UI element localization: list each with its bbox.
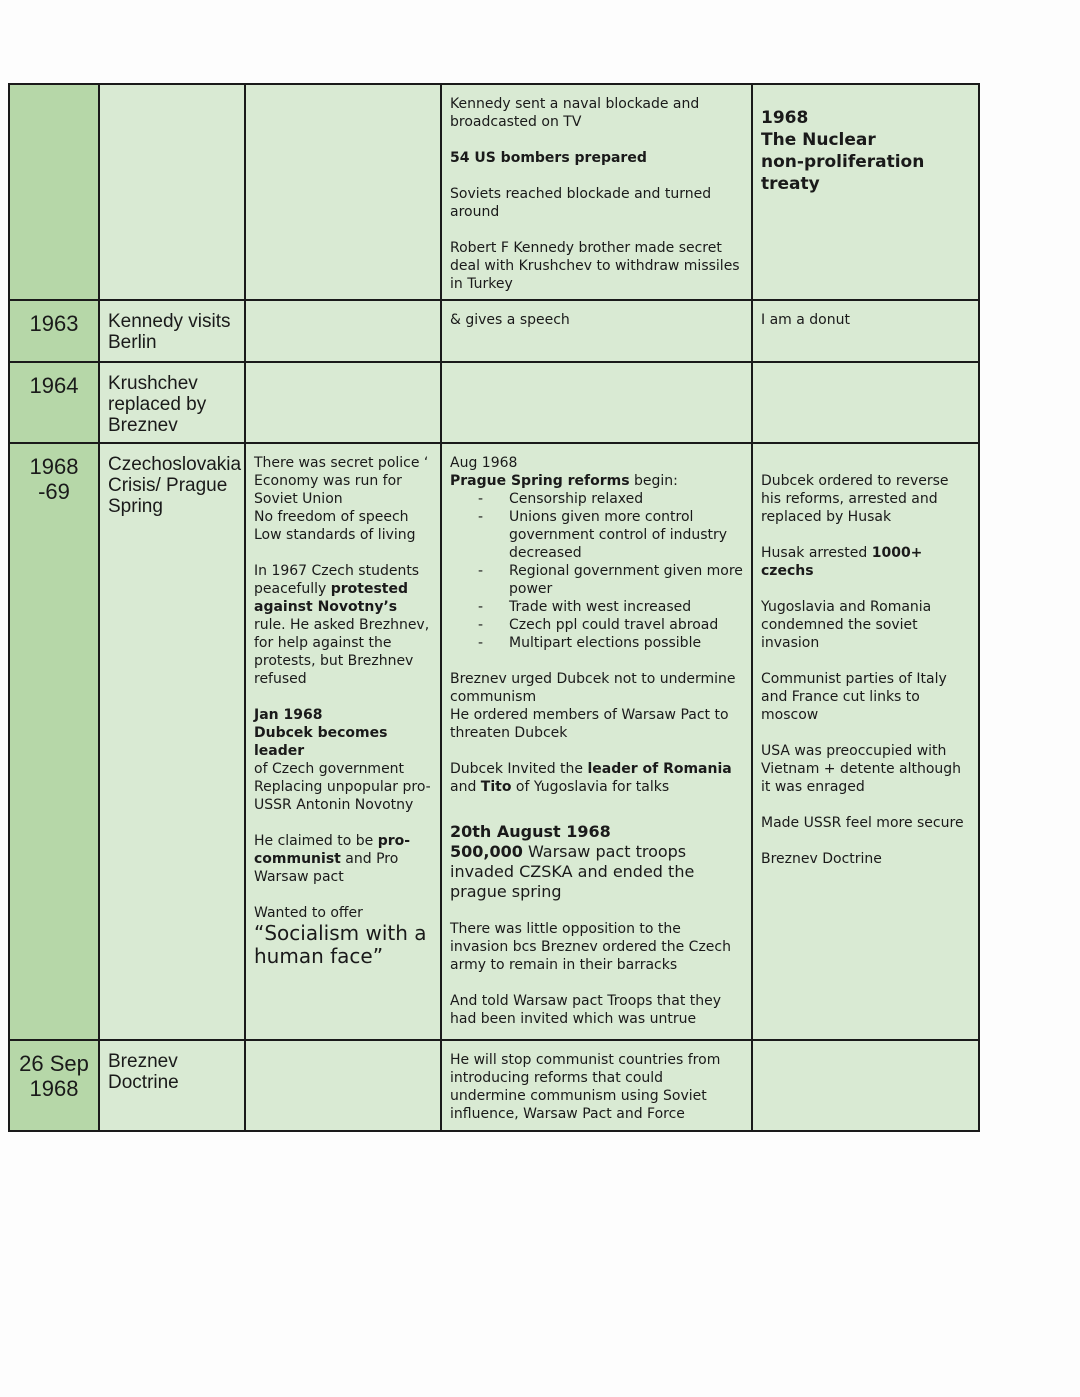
consequences-cell	[752, 84, 979, 300]
note-usa-preoccupied: USA was preoccupied with Vietnam + detente although it was enraged	[761, 743, 962, 795]
table-row-1964	[9, 362, 979, 443]
causes-cell	[245, 443, 441, 1040]
list-item: - Unions given more control government control of industry decreased	[450, 508, 743, 562]
event-cell	[99, 84, 245, 300]
year-line: -69	[38, 479, 70, 504]
list-item: - Regional government given more power	[450, 562, 743, 598]
note-breznev-doctrine: Breznev Doctrine	[761, 851, 882, 867]
note-soviets-turned: Soviets reached blockade and turned around	[450, 186, 712, 220]
timeline-table	[8, 83, 980, 1132]
event-cell: Czechoslovakia Crisis/ Prague Spring	[99, 443, 245, 1040]
consequences-cell	[752, 1040, 979, 1131]
treaty-heading	[761, 107, 970, 195]
year-cell	[9, 84, 99, 300]
causes-cell	[245, 1040, 441, 1131]
consequences-cell: I am a donut	[752, 300, 979, 362]
events-cell	[441, 443, 752, 1040]
year-line: 26 Sep	[19, 1051, 89, 1076]
note-student-protest: In 1967 Czech students peacefully protested against Novotny’s rule. He asked Brezhnev, for help against the protests, but Brezhnev refused	[254, 563, 430, 687]
causes-cell	[245, 300, 441, 362]
table-row-cuban-missile-continued	[9, 84, 979, 300]
note-us-bombers: 54 US bombers prepared	[450, 150, 647, 166]
event-cell: Kennedy visits Berlin	[99, 300, 245, 362]
cause-line: Low standards of living	[254, 527, 416, 543]
note-told-troops: And told Warsaw pact Troops that they had been invited which was untrue	[450, 993, 722, 1027]
events-cell	[441, 84, 752, 300]
cause-line: No freedom of speech	[254, 509, 409, 525]
treaty-title-line1: The Nuclear	[761, 130, 876, 150]
consequences-cell	[752, 443, 979, 1040]
year-line: 1968	[29, 1076, 79, 1101]
list-item: - Multipart elections possible	[450, 634, 743, 652]
treaty-year: 1968	[761, 108, 809, 128]
note-dubcek-talks: Dubcek Invited the leader of Romania and Tito of Yugoslavia for talks	[450, 761, 732, 795]
note-husak-arrested: Husak arrested 1000+ czechs	[761, 545, 923, 579]
table-row-1968-sep	[9, 1040, 979, 1131]
treaty-title-line2: non-proliferation treaty	[761, 152, 925, 194]
cause-line: Economy was run for Soviet Union	[254, 473, 402, 507]
note-dubcek-reverse: Dubcek ordered to reverse his reforms, arrested and replaced by Husak	[761, 473, 949, 525]
list-item: - Censorship relaxed	[450, 490, 743, 508]
list-item: - Trade with west increased	[450, 598, 743, 616]
event-cell: Krushchev replaced by Breznev	[99, 362, 245, 443]
note-pro-communist: He claimed to be pro-communist and Pro Warsaw pact	[254, 833, 411, 885]
note-dubcek-leader: Jan 1968 Dubcek becomes leader of Czech government Replacing unpopular pro-USSR Antonin Novotny	[254, 707, 431, 813]
events-cell: He will stop communist countries from introducing reforms that could undermine communism using Soviet influence, Warsaw Pact and Force	[441, 1040, 752, 1131]
reforms-list	[450, 490, 743, 652]
note-secret-deal: Robert F Kennedy brother made secret deal with Krushchev to withdraw missiles in Turkey	[450, 240, 740, 292]
note-cut-links: Communist parties of Italy and France cut links to moscow	[761, 671, 947, 723]
year-cell: 1964	[9, 362, 99, 443]
year-cell	[9, 1040, 99, 1131]
note-date: Aug 1968	[450, 455, 518, 471]
table-row-1963	[9, 300, 979, 362]
year-cell	[9, 443, 99, 1040]
note-invasion: 20th August 1968 500,000 Warsaw pact troops invaded CZSKA and ended the prague spring	[450, 822, 695, 901]
cause-line: There was secret police ‘	[254, 455, 429, 471]
note-breznev-urged: Breznev urged Dubcek not to undermine communism He ordered members of Warsaw Pact to threaten Dubcek	[450, 671, 736, 741]
causes-cell	[245, 84, 441, 300]
causes-cell	[245, 362, 441, 443]
list-item: - Czech ppl could travel abroad	[450, 616, 743, 634]
consequences-cell	[752, 362, 979, 443]
year-cell: 1963	[9, 300, 99, 362]
event-cell: Breznev Doctrine	[99, 1040, 245, 1131]
causes-list	[254, 454, 432, 544]
year-line: 1968	[29, 454, 79, 479]
note-little-opposition: There was little opposition to the invasion bcs Breznev ordered the Czech army to remain in their barracks	[450, 921, 731, 973]
table-row-1968-69	[9, 443, 979, 1040]
note-reforms-heading: Prague Spring reforms begin:	[450, 473, 678, 489]
note-ussr-secure: Made USSR feel more secure	[761, 815, 964, 831]
events-cell: & gives a speech	[441, 300, 752, 362]
note-socialism-human-face: Wanted to offer “Socialism with a human face”	[254, 905, 427, 968]
events-cell	[441, 362, 752, 443]
note-condemned: Yugoslavia and Romania condemned the soviet invasion	[761, 599, 932, 651]
note-naval-blockade: Kennedy sent a naval blockade and broadcasted on TV	[450, 96, 700, 130]
